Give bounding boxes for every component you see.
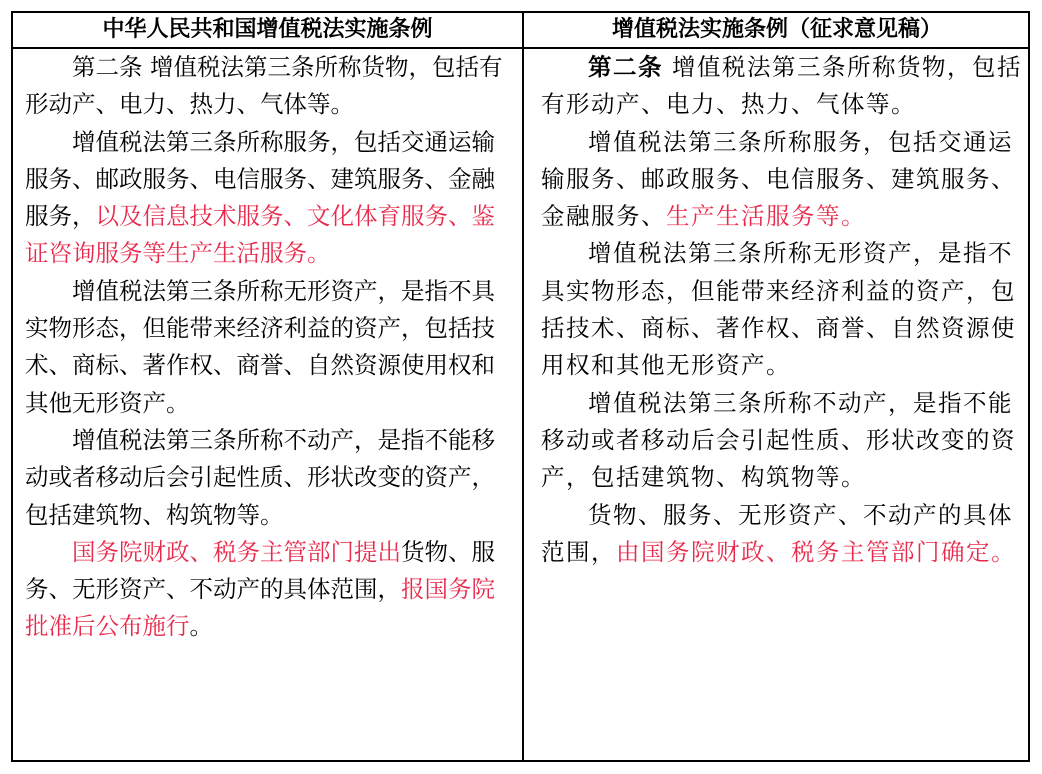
right-p3-text: 增值税法第三条所称无形资产，是指不具实物形态，但能带来经济利益的资产，包括技术、商标、著作权、商誉、自然资源使用权和其他无形资产。 xyxy=(541,239,1016,380)
right-p1-lead: 第二条 xyxy=(588,53,663,81)
right-column-header: 增值税法实施条例（征求意见稿） xyxy=(611,17,942,42)
left-paragraph-real-estate xyxy=(25,422,509,534)
right-paragraph-intangible-assets xyxy=(541,235,1023,384)
left-p2-highlight: 以及信息技术服务、文化体育服务、鉴证咨询服务等生产生活服务。 xyxy=(25,202,495,268)
right-p4-text: 增值税法第三条所称不动产，是指不能移动或者移动后会引起性质、形状改变的资产，包括建筑物、构筑物等。 xyxy=(541,388,1016,492)
comparison-table xyxy=(11,11,1030,762)
left-paragraph-services xyxy=(25,124,509,273)
left-p5-highlight-2: 报国务院批准后公布施行 xyxy=(25,575,495,641)
right-column-body xyxy=(541,49,1023,571)
right-p2-highlight: 生产生活服务等。 xyxy=(666,202,866,231)
right-p5-text: 货物、服务、无形资产、不动产的具体范围， xyxy=(541,500,1013,566)
right-p1-text: 增值税法第三条所称货物，包括有形动产、电力、热力、气体等。 xyxy=(541,53,1022,119)
left-column-body xyxy=(25,49,509,646)
right-article-2-paragraph-goods xyxy=(541,49,1023,124)
left-paragraph-intangible-assets xyxy=(25,273,509,422)
left-p5-highlight-1: 国务院财政、税务主管部门提出 xyxy=(72,537,401,566)
right-paragraph-scope xyxy=(541,497,1023,572)
left-p4-text: 增值税法第三条所称不动产，是指不能移动或者移动后会引起性质、形状改变的资产，包括建筑物、构筑物等。 xyxy=(25,425,495,529)
left-p5-text-1: 货物、服务、无形资产、不动产的具体范围， xyxy=(25,537,495,604)
right-p5-highlight: 由国务院财政、税务主管部门确定。 xyxy=(616,537,1016,566)
right-paragraph-services xyxy=(541,124,1023,236)
left-p2-text: 增值税法第三条所称服务，包括交通运输服务、邮政服务、电信服务、建筑服务、金融服务， xyxy=(25,127,495,231)
left-p3-text: 增值税法第三条所称无形资产，是指不具实物形态，但能带来经济利益的资产，包括技术、商标、著作权、商誉、自然资源使用权和其他无形资产。 xyxy=(25,276,495,417)
left-paragraph-scope xyxy=(25,534,509,646)
right-paragraph-real-estate xyxy=(541,385,1023,497)
right-p2-text: 增值税法第三条所称服务，包括交通运输服务、邮政服务、电信服务、建筑服务、金融服务、 xyxy=(541,127,1016,231)
left-p1-text: 第二条 增值税法第三条所称货物，包括有形动产、电力、热力、气体等。 xyxy=(25,53,503,119)
column-divider xyxy=(522,13,524,760)
left-column-header: 中华人民共和国增值税法实施条例 xyxy=(102,17,433,42)
left-article-2-paragraph-goods xyxy=(25,49,509,124)
left-p5-text-2: 。 xyxy=(189,612,213,641)
